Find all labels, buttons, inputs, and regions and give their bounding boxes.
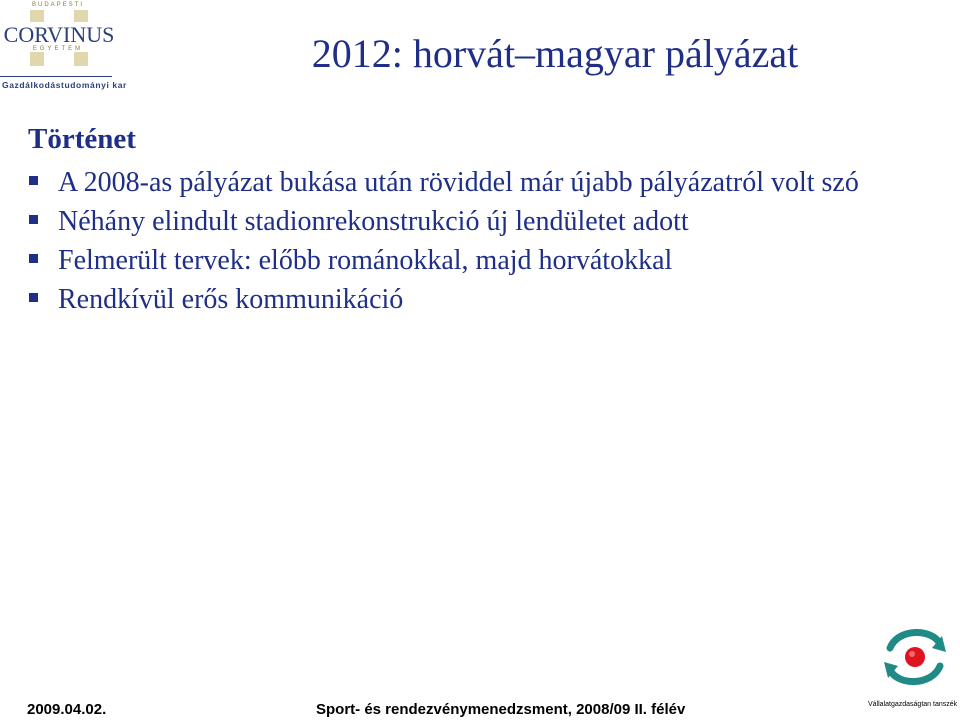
bullet-text: Felmerült tervek: előbb románokkal, majd horvátokkal [58,245,673,276]
bullet-item [28,241,928,280]
square-bullet-icon [29,215,38,224]
department-name: Vállalatgazdaságtan tanszék [868,701,958,708]
logo-top-text: BUDAPESTI [31,2,84,8]
bullet-item [28,202,928,241]
square-bullet-icon [29,293,38,302]
bullet-text: Rendkívül erős kommunikáció [58,284,404,315]
department-logo-icon [880,626,950,688]
university-logo [0,0,127,92]
logo-sub-text: EGYETEM [32,46,84,52]
section-heading: Történet [28,123,136,155]
bullet-list [28,163,928,319]
logo-divider [0,76,112,77]
logo-faculty: Gazdálkodástudományi kar [2,80,127,90]
square-bullet-icon [29,176,38,185]
bullet-item [28,163,928,202]
square-bullet-icon [29,254,38,263]
slide-title: 2012: horvát–magyar pályázat [311,31,799,76]
bullet-item [28,280,928,319]
footer-course: Sport- és rendezvénymenedzsment, 2008/09 II. félév [316,701,686,718]
logo-name: CORVINUS [3,22,115,47]
bullet-text: Néhány elindult stadionrekonstrukció új lendületet adott [58,206,689,237]
bullet-text: A 2008-as pályázat bukása után röviddel már újabb pályázatról volt szó [58,167,859,198]
footer-date: 2009.04.02. [27,701,107,718]
